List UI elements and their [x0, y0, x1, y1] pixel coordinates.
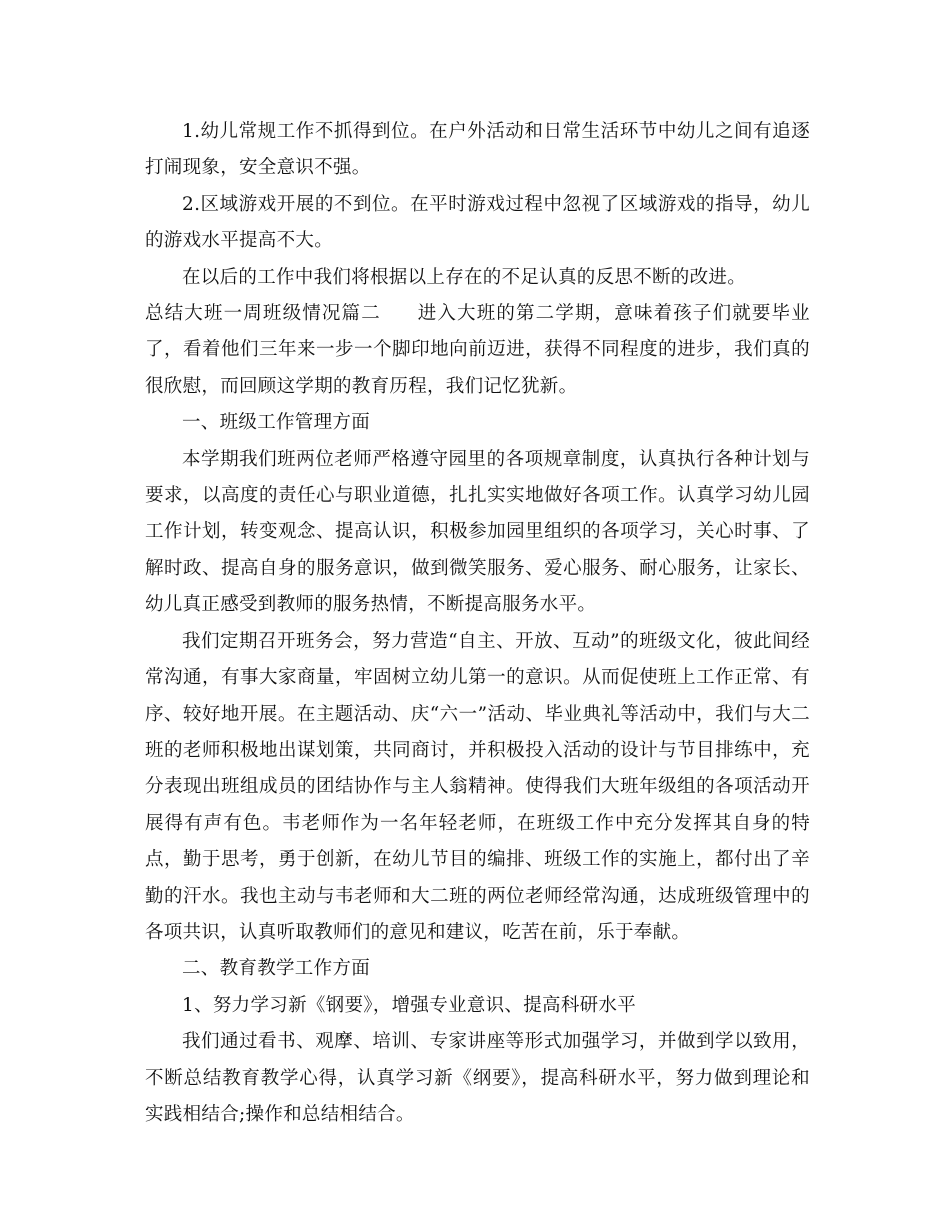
paragraph: 2.区域游戏开展的不到位。在平时游戏过程中忽视了区域游戏的指导，幼儿的游戏水平提高不大。 [145, 193, 810, 252]
paragraph: 我们定期召开班务会，努力营造“自主、开放、互动”的班级文化，彼此间经常沟通，有事大家商量，牢固树立幼儿第一的意识。从而促使班上工作正常、有序、较好地开展。在主题活动、庆“六一”活动、毕业典礼等活动中，我们与大二班的老师积极地出谋划策，共同商讨，并积极投入活动的设计与节目排练中，充分表现出班组成员的团结协作与主人翁精神。使得我们大班年级组的各项活动开展得有声有色。韦老师作为一名年轻老师，在班级工作中充分发挥其自身的特点，勤于思考，勇于创新，在幼儿节目的编排、班级工作的实施上，都付出了辛勤的汗水。我也主动与韦老师和大二班的两位老师经常沟通，达成班级管理中的各项共识，认真听取教师们的意见和建议，吃苦在前，乐于奉献。 [145, 630, 810, 943]
section-title: 二、教育教学工作方面 [182, 958, 371, 980]
paragraph: 我们通过看书、观摩、培训、专家讲座等形式加强学习，并做到学以致用，不断总结教育教学心得，认真学习新《纲要》，提高科研水平，努力做到理论和实践相结合;操作和总结相结合。 [145, 1031, 810, 1125]
paragraph-with-heading [145, 296, 810, 405]
section-title: 一、班级工作管理方面 [182, 412, 371, 434]
paragraph: 本学期我们班两位老师严格遵守园里的各项规章制度，认真执行各种计划与要求，以高度的责任心与职业道德，扎扎实实地做好各项工作。认真学习幼儿园工作计划，转变观念、提高认识，积极参加园里组织的各项学习，关心时事、了解时政、提高自身的服务意识，做到微笑服务、爱心服务、耐心服务，让家长、幼儿真正感受到教师的服务热情，不断提高服务水平。 [145, 448, 810, 616]
section-heading: 总结大班一周班级情况篇二 [145, 303, 381, 325]
paragraph: 1.幼儿常规工作不抓得到位。在户外活动和日常生活环节中幼儿之间有追逐打闹现象，安全意识不强。 [145, 121, 810, 179]
paragraph: 在以后的工作中我们将根据以上存在的不足认真的反思不断的改进。 [182, 266, 747, 288]
subsection-title: 1、努力学习新《钢要》，增强专业意识、提高科研水平 [182, 994, 637, 1016]
paragraph-text: 进入大班的第二学期，意味着孩子们就要毕业了，看着他们三年来一步一个脚印地向前迈进，获得不同程度的进步，我们真的很欣慰，而回顾这学期的教育历程，我们记忆犹新。 [145, 303, 810, 397]
document-body [145, 114, 810, 1133]
